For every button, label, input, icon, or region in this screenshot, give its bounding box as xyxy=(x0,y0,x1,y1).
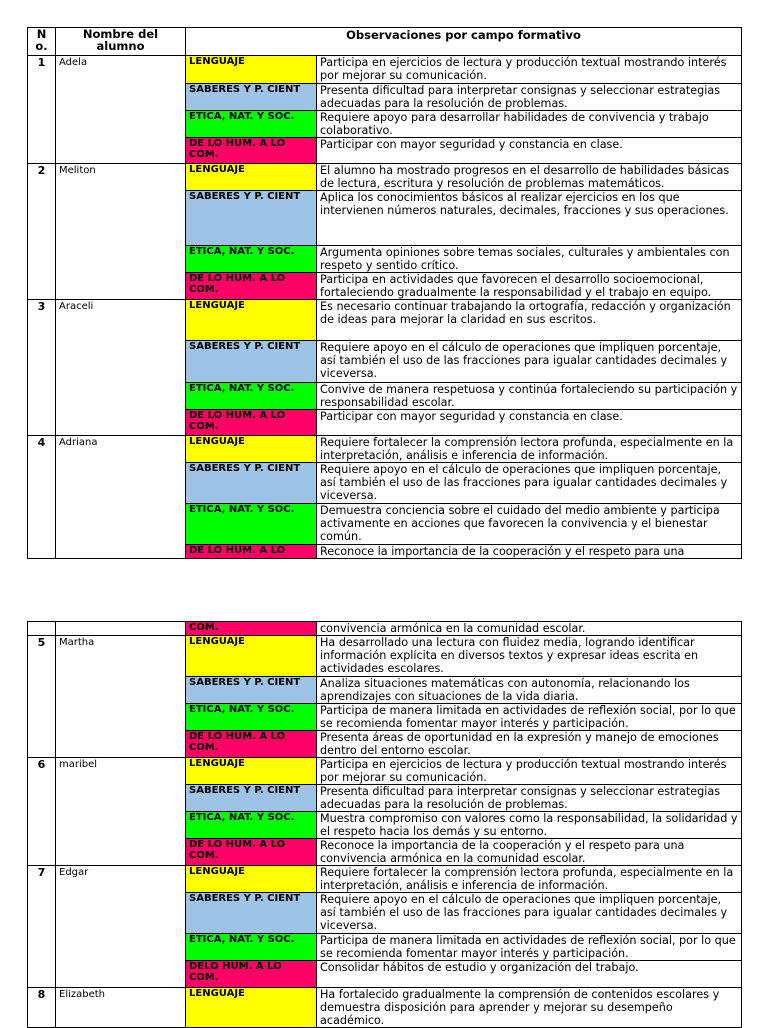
table-body xyxy=(28,622,742,1028)
student-name: Adela xyxy=(56,56,186,164)
category-cell: ETICA, NAT. Y SOC. xyxy=(186,246,317,273)
observation-cell: Requiere apoyo en el cálculo de operaciones que impliquen porcentaje, así también el uso de las fracciones para igualar cantidades decimales y viceversa. xyxy=(317,341,742,383)
student-name: Adriana xyxy=(56,436,186,559)
observation-cell: Requiere apoyo para desarrollar habilidades de convivencia y trabajo colaborativo. xyxy=(317,111,742,138)
table-row xyxy=(28,988,742,1028)
category-cell: SABERES Y P. CIENT xyxy=(186,785,317,812)
observation-cell: Analiza situaciones matemáticas con autonomía, relacionando los aprendizajes con situaciones de la vida diaria. xyxy=(317,677,742,704)
category-cell: ETICA, NAT. Y SOC. xyxy=(186,812,317,839)
observations-table-page-1 xyxy=(27,27,742,559)
observation-cell: Convive de manera respetuosa y continúa fortaleciendo su participación y responsabilidad escolar. xyxy=(317,383,742,410)
observation-cell: Aplica los conocimientos básicos al realizar ejercicios en los que intervienen números naturales, decimales, fracciones y sus operaciones. xyxy=(317,191,742,246)
observation-cell: Es necesario continuar trabajando la ortografía, redacción y organización de ideas para mejorar la claridad en sus escritos. xyxy=(317,300,742,341)
category-cell: ETICA, NAT. Y SOC. xyxy=(186,111,317,138)
observation-cell: Requiere apoyo en el cálculo de operaciones que impliquen porcentaje, así también el uso de las fracciones para igualar cantidades decimales y viceversa. xyxy=(317,463,742,504)
table-row xyxy=(28,56,742,84)
student-number: 3 xyxy=(28,300,56,436)
student-number: 7 xyxy=(28,866,56,988)
table-row xyxy=(28,866,742,893)
student-number: 6 xyxy=(28,758,56,866)
observation-cell: Participar con mayor seguridad y constancia en clase. xyxy=(317,410,742,436)
category-cell: ETICA, NAT. Y SOC. xyxy=(186,504,317,545)
category-cell: SABERES Y P. CIENT xyxy=(186,677,317,704)
category-cell: DE LO HUM. A LO xyxy=(186,545,317,559)
observation-cell: convivencia armónica en la comunidad escolar. xyxy=(317,622,742,636)
student-name: Araceli xyxy=(56,300,186,436)
observation-cell: Demuestra conciencia sobre el cuidado del medio ambiente y participa activamente en acciones que favorecen la convivencia y el bienestar común. xyxy=(317,504,742,545)
category-cell: ETICA, NAT. Y SOC. xyxy=(186,934,317,961)
observation-cell: Participa de manera limitada en actividades de reflexión social, por lo que se recomienda fomentar mayor interés y participación. xyxy=(317,934,742,961)
category-cell: SABERES Y P. CIENT xyxy=(186,341,317,383)
student-number: 2 xyxy=(28,164,56,300)
table-row xyxy=(28,436,742,463)
header-no: N o. xyxy=(28,28,56,56)
student-name: Martha xyxy=(56,636,186,758)
student-name: Meliton xyxy=(56,164,186,300)
observation-cell: Presenta áreas de oportunidad en la expresión y manejo de emociones dentro del entorno escolar. xyxy=(317,731,742,758)
category-cell: SABERES Y P. CIENT xyxy=(186,463,317,504)
observation-cell: Argumenta opiniones sobre temas sociales, culturales y ambientales con respeto y sentido crítico. xyxy=(317,246,742,273)
student-name: maribel xyxy=(56,758,186,866)
observations-table-page-2 xyxy=(27,621,742,1028)
table-row xyxy=(28,164,742,191)
category-cell: DE LO HUM. A LO COM. xyxy=(186,138,317,164)
category-cell: LENGUAJE xyxy=(186,164,317,191)
observation-cell: Requiere apoyo en el cálculo de operaciones que impliquen porcentaje, así también el uso de las fracciones para igualar cantidades decimales y viceversa. xyxy=(317,893,742,934)
category-cell: LENGUAJE xyxy=(186,436,317,463)
observation-cell: Presenta dificultad para interpretar consignas y seleccionar estrategias adecuadas para la resolución de problemas. xyxy=(317,785,742,812)
table-row xyxy=(28,636,742,677)
category-cell: DE LO HUM. A LO COM. xyxy=(186,410,317,436)
page-1 xyxy=(27,27,741,559)
category-cell: LENGUAJE xyxy=(186,758,317,785)
student-number: 5 xyxy=(28,636,56,758)
table-header-row xyxy=(28,28,742,56)
header-nombre: Nombre del alumno xyxy=(56,28,186,56)
observation-cell: Requiere fortalecer la comprensión lectora profunda, especialmente en la interpretación, análisis e inferencia de información. xyxy=(317,436,742,463)
table-body xyxy=(28,56,742,559)
student-number-cell xyxy=(28,622,56,636)
observation-cell: Participar con mayor seguridad y constancia en clase. xyxy=(317,138,742,164)
table-row xyxy=(28,622,742,636)
category-cell: ETICA, NAT. Y SOC. xyxy=(186,383,317,410)
observation-cell: Participa de manera limitada en actividades de reflexión social, por lo que se recomienda fomentar mayor interés y participación. xyxy=(317,704,742,731)
observation-cell: Muestra compromiso con valores como la responsabilidad, la solidaridad y el respeto hacia los demás y su entorno. xyxy=(317,812,742,839)
table-row xyxy=(28,300,742,341)
observation-cell: Consolidar hábitos de estudio y organización del trabajo. xyxy=(317,961,742,988)
observation-cell: Reconoce la importancia de la cooperación y el respeto para una xyxy=(317,545,742,559)
category-cell: COM. xyxy=(186,622,317,636)
page-2 xyxy=(27,621,741,1028)
category-cell: ETICA, NAT. Y SOC. xyxy=(186,704,317,731)
category-cell: DE LO HUM. A LO COM. xyxy=(186,839,317,866)
student-name: Elizabeth xyxy=(56,988,186,1028)
observation-cell: Presenta dificultad para interpretar consignas y seleccionar estrategias adecuadas para la resolución de problemas. xyxy=(317,84,742,111)
category-cell: LENGUAJE xyxy=(186,988,317,1028)
category-cell: LENGUAJE xyxy=(186,56,317,84)
observation-cell: Ha fortalecido gradualmente la comprensión de contenidos escolares y demuestra disposición para aprender y mejorar su desempeño académico. xyxy=(317,988,742,1028)
observation-cell: Ha desarrollado una lectura con fluidez media, logrando identificar información explícita en diversos textos y expresar ideas escrita en actividades escolares. xyxy=(317,636,742,677)
student-number: 8 xyxy=(28,988,56,1028)
category-cell: LENGUAJE xyxy=(186,636,317,677)
category-cell: LENGUAJE xyxy=(186,300,317,341)
category-cell: LENGUAJE xyxy=(186,866,317,893)
category-cell: DE LO HUM. A LO COM. xyxy=(186,731,317,758)
observation-cell: Participa en actividades que favorecen el desarrollo socioemocional, fortaleciendo gradualmente la responsabilidad y el trabajo en equipo. xyxy=(317,273,742,300)
table-row xyxy=(28,758,742,785)
student-name: Edgar xyxy=(56,866,186,988)
student-number: 4 xyxy=(28,436,56,559)
header-observaciones: Observaciones por campo formativo xyxy=(186,28,742,56)
category-cell: DE LO HUM. A LO COM. xyxy=(186,273,317,300)
student-number: 1 xyxy=(28,56,56,164)
category-cell: DELO HUM. A LO COM. xyxy=(186,961,317,988)
category-cell: SABERES Y P. CIENT xyxy=(186,191,317,246)
observation-cell: Participa en ejercicios de lectura y producción textual mostrando interés por mejorar su comunicación. xyxy=(317,56,742,84)
observation-cell: Requiere fortalecer la comprensión lectora profunda, especialmente en la interpretación, análisis e inferencia de información. xyxy=(317,866,742,893)
student-name-cell xyxy=(56,622,186,636)
observation-cell: Participa en ejercicios de lectura y producción textual mostrando interés por mejorar su comunicación. xyxy=(317,758,742,785)
observation-cell: El alumno ha mostrado progresos en el desarrollo de habilidades básicas de lectura, escritura y resolución de problemas matemáticos. xyxy=(317,164,742,191)
category-cell: SABERES Y P. CIENT xyxy=(186,893,317,934)
observation-cell: Reconoce la importancia de la cooperación y el respeto para una convivencia armónica en la comunidad escolar. xyxy=(317,839,742,866)
category-cell: SABERES Y P. CIENT xyxy=(186,84,317,111)
